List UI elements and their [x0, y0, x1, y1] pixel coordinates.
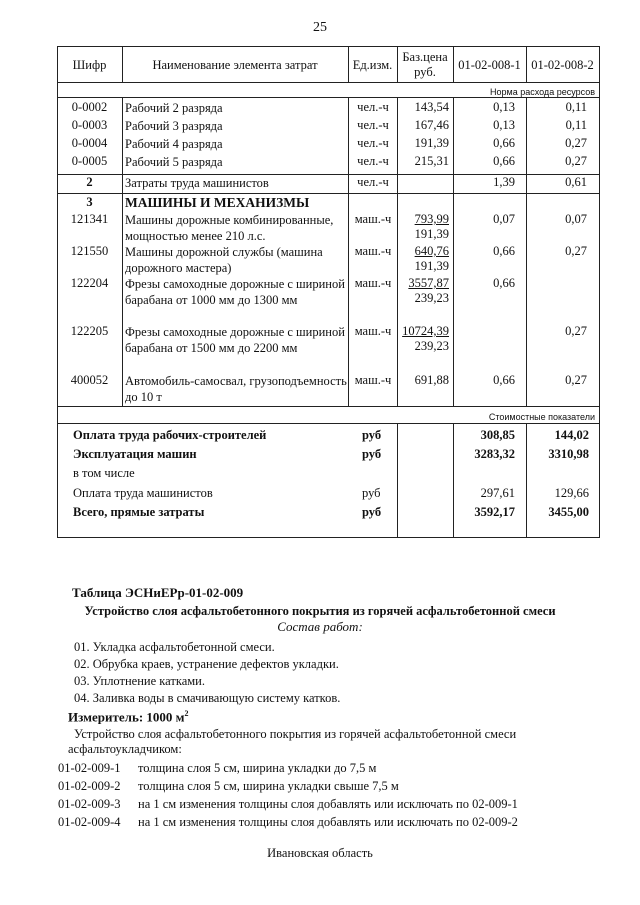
table-rule	[57, 193, 600, 194]
header-col2: 01-02-008-2	[531, 58, 594, 72]
row-norm-col1: 0,13	[493, 100, 515, 114]
row-price-machinist: 191,39	[414, 259, 449, 273]
row-price-machinist: 239,23	[414, 339, 449, 353]
row-price: 793,99	[414, 212, 449, 226]
row-price-machinist: 239,23	[414, 291, 449, 305]
row-code: 0-0004	[71, 136, 108, 150]
header-unit: Ед.изм.	[352, 58, 393, 72]
total-unit: руб	[362, 505, 382, 519]
table-rule	[57, 82, 600, 83]
row-unit: маш.-ч	[354, 244, 392, 258]
total-col2: 129,66	[554, 486, 589, 500]
row-code: 0-0005	[71, 154, 108, 168]
work-item: 04. Заливка воды в смачивающую систему катков.	[74, 691, 341, 705]
total-unit: руб	[362, 428, 382, 442]
work-item: 03. Уплотнение катками.	[74, 674, 205, 688]
work-title: Состав работ:	[277, 619, 363, 634]
header-name: Наименование элемента затрат	[152, 58, 318, 72]
row-norm-col1: 0,66	[493, 276, 515, 290]
total-col1: 297,61	[480, 486, 515, 500]
description-line: асфальтоукладчиком:	[68, 742, 182, 756]
row-code: 122205	[70, 324, 109, 338]
row-norm-col2: 0,61	[565, 175, 587, 189]
table-rule	[57, 537, 600, 538]
table-rule	[397, 423, 398, 537]
row-norm-col2: 0,11	[565, 100, 587, 114]
row-price: 691,88	[414, 373, 449, 387]
table-rule	[397, 46, 398, 82]
row-price: 215,31	[414, 154, 449, 168]
row-unit: чел.-ч	[357, 175, 389, 189]
cost-caption: Стоимостные показатели	[488, 412, 595, 422]
total-name: Всего, прямые затраты	[73, 505, 205, 519]
row-norm-col1: 0,13	[493, 118, 515, 132]
meter-sup: 2	[184, 709, 189, 718]
table-rule	[57, 46, 600, 47]
row-name: Фрезы самоходные дорожные с шириной барабана от 1500 мм до 2200 мм	[125, 325, 345, 355]
item-text: толщина слоя 5 см, ширина укладки свыше 7,5 м	[138, 779, 399, 793]
row-norm-col1: 0,66	[493, 244, 515, 258]
item-code: 01-02-009-4	[58, 815, 121, 829]
row-code: 400052	[70, 373, 109, 387]
row-name: Автомобиль-самосвал, грузоподъемность до 10 т	[125, 374, 347, 404]
row-unit: маш.-ч	[354, 276, 392, 290]
total-unit: руб	[362, 486, 381, 500]
page-number: 25	[313, 20, 327, 35]
row-code: 2	[86, 175, 93, 189]
table-rule	[526, 97, 527, 406]
table-rule	[453, 97, 454, 406]
row-code: 122204	[70, 276, 109, 290]
row-price: 10724,39	[402, 324, 449, 338]
row-code: 3	[86, 195, 93, 209]
row-unit: чел.-ч	[357, 154, 389, 168]
row-norm-col2: 0,27	[565, 244, 587, 258]
item-text: на 1 см изменения толщины слоя добавлять или исключать по 02-009-2	[138, 815, 518, 829]
row-norm-col2: 0,11	[565, 118, 587, 132]
row-price: 167,46	[414, 118, 449, 132]
header-base-price: Баз.цена руб.	[402, 50, 448, 79]
table-label: Таблица ЭСНиЕРр-01-02-009	[72, 585, 244, 600]
item-code: 01-02-009-1	[58, 761, 121, 775]
total-col2: 3455,00	[548, 505, 589, 519]
table-rule	[599, 46, 600, 537]
table-rule	[526, 423, 527, 537]
row-norm-col2: 0,27	[565, 324, 587, 338]
row-name: МАШИНЫ И МЕХАНИЗМЫ	[125, 195, 310, 210]
row-unit: маш.-ч	[354, 373, 392, 387]
table-rule	[122, 97, 123, 406]
row-name: Фрезы самоходные дорожные с шириной барабана от 1000 мм до 1300 мм	[125, 277, 345, 307]
row-norm-col2: 0,27	[565, 136, 587, 150]
header-col1: 01-02-008-1	[458, 58, 521, 72]
work-item: 02. Обрубка краев, устранение дефектов укладки.	[74, 657, 339, 671]
norm-caption: Норма расхода ресурсов	[490, 87, 595, 97]
row-norm-col1: 0,66	[493, 373, 515, 387]
meter-label	[68, 709, 189, 725]
description-line: Устройство слоя асфальтобетонного покрытия из горячей асфальтобетонной смеси	[74, 727, 517, 741]
table-rule	[57, 406, 600, 407]
row-unit: маш.-ч	[354, 212, 392, 226]
row-price: 143,54	[414, 100, 449, 114]
header-code: Шифр	[72, 58, 107, 72]
row-name: Машины дорожной службы (машина дорожного мастера)	[125, 245, 323, 275]
total-col2: 3310,98	[548, 447, 589, 461]
table-rule	[397, 97, 398, 406]
item-text: толщина слоя 5 см, ширина укладки до 7,5 м	[138, 761, 377, 775]
row-norm-col1: 1,39	[493, 175, 515, 189]
item-text: на 1 см изменения толщины слоя добавлять или исключать по 02-009-1	[138, 797, 518, 811]
row-name: Затраты труда машинистов	[125, 176, 269, 190]
row-price: 640,76	[414, 244, 449, 258]
row-norm-col1: 0,66	[493, 154, 515, 168]
row-name: Рабочий 5 разряда	[125, 155, 223, 169]
row-unit: чел.-ч	[357, 100, 389, 114]
total-name: Оплата труда рабочих-строителей	[73, 428, 267, 442]
row-code: 121550	[70, 244, 109, 258]
row-price: 3557,87	[408, 276, 449, 290]
item-code: 01-02-009-3	[58, 797, 121, 811]
total-name: в том числе	[73, 466, 135, 480]
table-rule	[453, 423, 454, 537]
total-col1: 3592,17	[474, 505, 515, 519]
row-code: 0-0002	[71, 100, 108, 114]
item-code: 01-02-009-2	[58, 779, 121, 793]
row-norm-col2: 0,27	[565, 373, 587, 387]
row-name: Рабочий 3 разряда	[125, 119, 223, 133]
row-unit: чел.-ч	[357, 136, 389, 150]
work-item: 01. Укладка асфальтобетонной смеси.	[74, 640, 275, 654]
row-norm-col2: 0,07	[565, 212, 587, 226]
total-col1: 3283,32	[474, 447, 515, 461]
row-code: 0-0003	[71, 118, 108, 132]
row-norm-col1: 0,07	[493, 212, 515, 226]
total-col2: 144,02	[554, 428, 589, 442]
row-unit: маш.-ч	[354, 324, 392, 338]
row-price: 191,39	[414, 136, 449, 150]
row-name: Рабочий 4 разряда	[125, 137, 223, 151]
row-unit: чел.-ч	[357, 118, 389, 132]
footer-region: Ивановская область	[267, 846, 373, 860]
row-name: Машины дорожные комбинированные, мощностью менее 210 л.с.	[125, 213, 334, 243]
meter-text: Измеритель: 1000 м	[68, 709, 185, 725]
total-unit: руб	[362, 447, 382, 461]
total-name: Эксплуатация машин	[73, 447, 197, 461]
row-norm-col1: 0,66	[493, 136, 515, 150]
section-heading: Устройство слоя асфальтобетонного покрытия из горячей асфальтобетонной смеси	[84, 604, 556, 618]
table-rule	[348, 97, 349, 406]
total-name: Оплата труда машинистов	[73, 486, 213, 500]
row-price-machinist: 191,39	[414, 227, 449, 241]
row-code: 121341	[70, 212, 109, 226]
row-norm-col2: 0,27	[565, 154, 587, 168]
row-name: Рабочий 2 разряда	[125, 101, 223, 115]
total-col1: 308,85	[480, 428, 515, 442]
